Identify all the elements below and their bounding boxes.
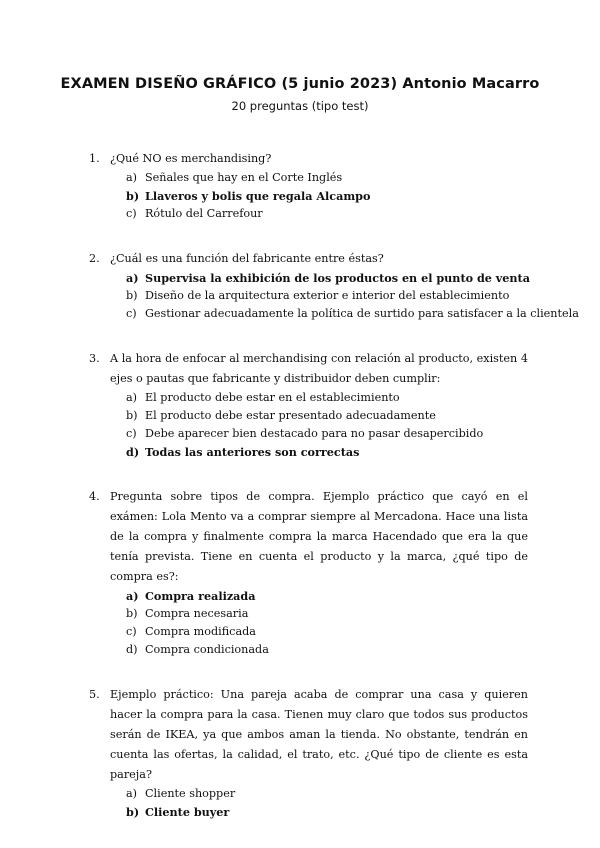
answer-option [0, 169, 600, 187]
question-number: 4. [89, 490, 100, 503]
answer-option [0, 425, 600, 443]
option-text: El producto debe estar en el establecimiento [145, 391, 400, 404]
option-letter: c) [126, 307, 137, 320]
answer-option-correct [0, 587, 600, 605]
option-letter: c) [126, 427, 137, 440]
option-text: Compra modificada [145, 625, 256, 638]
answer-options [0, 389, 600, 461]
question-item [0, 149, 600, 223]
question-text: A la hora de enfocar al merchandising con relación al producto, existen 4 ejes o pautas que fabricante y distribuidor deben cumplir: [110, 352, 528, 385]
option-text: Debe aparecer bien destacado para no pasar desapercibido [145, 427, 484, 440]
answer-option [0, 605, 600, 623]
option-text: Rótulo del Carrefour [145, 207, 263, 220]
answer-option-correct [0, 187, 600, 205]
question-number: 2. [89, 252, 100, 265]
option-text: Gestionar adecuadamente la política de surtido para satisfacer a la clientela [145, 307, 579, 320]
answer-options [0, 587, 600, 659]
option-text: El producto debe estar presentado adecuadamente [145, 409, 436, 422]
answer-option-correct [0, 443, 600, 461]
option-letter: a) [126, 589, 139, 603]
question-text: ¿Qué NO es merchandising? [110, 152, 272, 165]
option-text: Todas las anteriores son correctas [145, 445, 360, 459]
option-text: Cliente shopper [145, 787, 236, 800]
answer-option [0, 407, 600, 425]
answer-options [0, 169, 600, 223]
question-item [0, 249, 600, 323]
option-letter: b) [126, 409, 138, 422]
question-text: Ejemplo práctico: Una pareja acaba de comprar una casa y quieren hacer la compra para la casa. Tienen muy claro que todos sus productos serán de IKEA, ya que ambos aman la tienda. No obstante, tendrán en cuenta las ofertas, la calidad, el trato, etc. ¿Qué tipo de cliente es esta pareja? [110, 688, 528, 781]
option-text: Llaveros y bolis que regala Alcampo [145, 189, 371, 203]
question-item [0, 685, 600, 821]
option-letter: a) [126, 391, 138, 404]
option-letter: b) [126, 289, 138, 302]
question-number: 5. [89, 688, 100, 701]
question-number: 3. [89, 352, 100, 365]
option-text: Diseño de la arquitectura exterior e interior del establecimiento [145, 289, 510, 302]
answer-option [0, 287, 600, 305]
page-title: EXAMEN DISEÑO GRÁFICO (5 junio 2023) Antonio Macarro [60, 76, 540, 92]
question-text: ¿Cuál es una función del fabricante entre éstas? [110, 252, 384, 265]
answer-option-correct [0, 269, 600, 287]
option-letter: b) [126, 189, 140, 203]
option-text: Compra condicionada [145, 643, 269, 656]
answer-option [0, 623, 600, 641]
option-letter: a) [126, 787, 138, 800]
question-list [0, 149, 600, 847]
question-text: Pregunta sobre tipos de compra. Ejemplo práctico que cayó en el exámen: Lola Mento va a comprar siempre al Mercadona. Hace una lista de la compra y finalmente compra la marca Hacendado que era la que tenía prevista. Tiene en cuenta el producto y la marca, ¿qué tipo de compra es?: [110, 490, 528, 583]
option-letter: b) [126, 607, 138, 620]
option-letter: a) [126, 271, 139, 285]
option-text: Compra necesaria [145, 607, 249, 620]
option-letter: a) [126, 171, 138, 184]
question-item [0, 349, 600, 461]
answer-option [0, 785, 600, 803]
answer-option-correct [0, 803, 600, 821]
option-letter: d) [126, 643, 138, 656]
answer-option [0, 389, 600, 407]
option-letter: c) [126, 207, 137, 220]
question-item [0, 487, 600, 659]
option-text: Cliente buyer [145, 805, 230, 819]
question-number: 1. [89, 152, 100, 165]
option-letter: c) [126, 625, 137, 638]
option-letter: d) [126, 445, 140, 459]
option-text: Supervisa la exhibición de los productos en el punto de venta [145, 271, 530, 285]
answer-option [0, 205, 600, 223]
answer-options [0, 269, 600, 323]
answer-options [0, 785, 600, 821]
page-subtitle: 20 preguntas (tipo test) [231, 99, 369, 113]
option-letter: b) [126, 805, 140, 819]
option-text: Señales que hay en el Corte Inglés [145, 171, 343, 184]
option-text: Compra realizada [145, 589, 256, 603]
answer-option [0, 305, 600, 323]
answer-option [0, 641, 600, 659]
